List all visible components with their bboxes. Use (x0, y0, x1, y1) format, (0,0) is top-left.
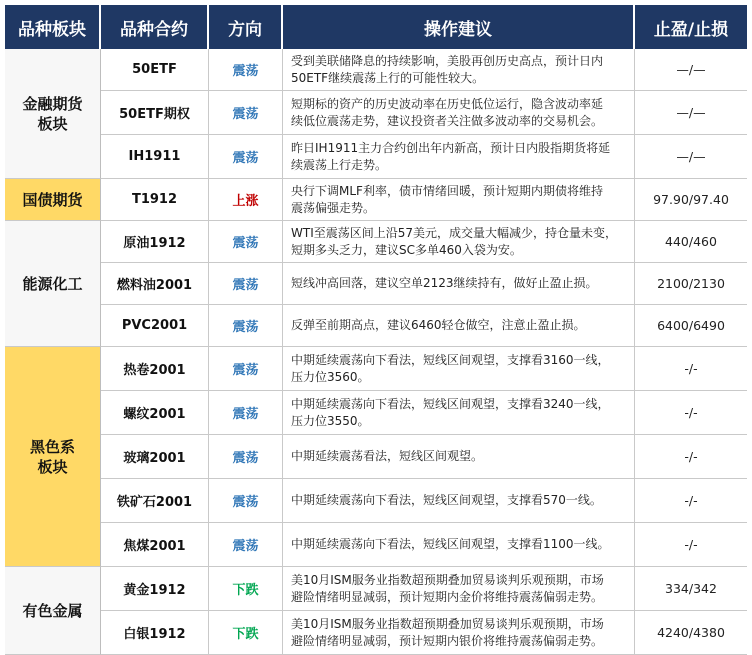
advice-line: 压力位3560。 (291, 369, 370, 384)
advice-cell (283, 391, 635, 435)
stop-cell: -/- (635, 523, 747, 567)
contract-cell: T1912 (101, 179, 209, 221)
direction-cell: 震荡 (209, 523, 283, 567)
advice-line: 50ETF继续震荡上行的可能性较大。 (291, 70, 485, 85)
advice-cell (283, 435, 635, 479)
category-label (22, 601, 82, 621)
direction-cell: 震荡 (209, 221, 283, 263)
advice-cell (283, 221, 635, 263)
category-label (30, 437, 75, 477)
advice-cell (283, 347, 635, 391)
advice-text (291, 572, 604, 606)
category-label (22, 274, 82, 294)
stop-cell: -/- (635, 347, 747, 391)
section-category (5, 221, 101, 347)
contract-cell: PVC2001 (101, 305, 209, 347)
category-label (22, 94, 82, 134)
advice-text (291, 225, 617, 259)
section-category (5, 347, 101, 567)
stop-cell: 97.90/97.40 (635, 179, 747, 221)
advice-line: 压力位3550。 (291, 413, 370, 428)
category-label (22, 190, 82, 210)
advice-cell (283, 179, 635, 221)
direction-cell: 震荡 (209, 305, 283, 347)
advice-cell (283, 567, 635, 611)
category-line: 有色金属 (22, 601, 83, 620)
direction-cell: 震荡 (209, 135, 283, 179)
contract-cell: 燃料油2001 (101, 263, 209, 305)
advice-line: 中期延续震荡向下看法，短线区间观望，支撑看1100一线。 (291, 537, 610, 551)
advice-text (291, 140, 610, 174)
direction-cell: 震荡 (209, 435, 283, 479)
stop-cell: —/— (635, 91, 747, 135)
header-contract: 品种合约 (101, 5, 209, 49)
advice-line: 美10月ISM服务业指数超预期叠加贸易谈判乐观预期，市场 (291, 572, 604, 587)
category-line: 国债期货 (22, 190, 83, 209)
advice-cell (283, 523, 635, 567)
contract-cell: 玻璃2001 (101, 435, 209, 479)
contract-cell: 螺纹2001 (101, 391, 209, 435)
direction-cell: 震荡 (209, 479, 283, 523)
advice-line: 短线冲高回落，建议空单2123继续持有，做好止盈止损。 (291, 276, 598, 290)
advice-line: 反弹至前期高点，建议6460轻仓做空，注意止盈止损。 (291, 318, 586, 332)
advice-line: 震荡偏强走势。 (291, 200, 376, 215)
advice-text (291, 53, 603, 87)
contract-cell: 黄金1912 (101, 567, 209, 611)
stop-cell: -/- (635, 435, 747, 479)
advice-cell (283, 479, 635, 523)
contract-cell: 热卷2001 (101, 347, 209, 391)
section-category (5, 49, 101, 179)
contract-cell: 原油1912 (101, 221, 209, 263)
advice-text (291, 536, 610, 553)
advice-line: 短期标的资产的历史波动率在历史低位运行，隐含波动率延 (291, 96, 604, 111)
advice-line: 昨日IH1911主力合约创出年内新高，预计日内股指期货将延 (291, 140, 611, 155)
stop-cell: 440/460 (635, 221, 747, 263)
advice-cell (283, 91, 635, 135)
stop-cell: -/- (635, 479, 747, 523)
section-category (5, 179, 101, 221)
category-line: 板块 (37, 114, 68, 133)
stop-cell: -/- (635, 391, 747, 435)
direction-cell: 震荡 (209, 263, 283, 305)
advice-line: 避险情绪明显减弱，预计短期内金价将维持震荡偏弱走势。 (291, 589, 604, 604)
contract-cell: IH1911 (101, 135, 209, 179)
contract-cell: 焦煤2001 (101, 523, 209, 567)
advice-line: 受到美联储降息的持续影响，美股再创历史高点，预计日内 (291, 53, 604, 68)
advice-cell (283, 49, 635, 91)
advice-text (291, 317, 586, 334)
header-category: 品种板块 (5, 5, 101, 49)
direction-cell: 下跌 (209, 567, 283, 611)
advice-text (291, 275, 598, 292)
advice-line: 避险情绪明显减弱，预计短期内银价将维持震荡偏弱走势。 (291, 633, 604, 648)
advice-line: 中期延续震荡向下看法，短线区间观望，支撑看3240一线， (291, 396, 610, 411)
advice-line: WTI至震荡区间上沿57美元，成交量大幅减少，持仓量未变， (291, 225, 618, 240)
category-line: 能源化工 (22, 274, 83, 293)
stop-cell: 6400/6490 (635, 305, 747, 347)
advice-text (291, 183, 603, 217)
header-stop: 止盈/止损 (635, 5, 747, 49)
advice-text (291, 492, 602, 509)
advice-line: 央行下调MLF利率，债市情绪回暖，预计短期内期债将维持 (291, 183, 603, 198)
contract-cell: 白银1912 (101, 611, 209, 655)
header-direction: 方向 (209, 5, 283, 49)
advice-cell (283, 611, 635, 655)
stop-cell: 334/342 (635, 567, 747, 611)
direction-cell: 震荡 (209, 347, 283, 391)
advice-line: 续低位震荡走势，建议投资者关注做多波动率的交易机会。 (291, 113, 604, 128)
advice-text (291, 396, 610, 430)
advice-text (291, 352, 610, 386)
advice-line: 续震荡上行走势。 (291, 157, 388, 172)
category-line: 黑色系 (29, 437, 75, 456)
advice-text (291, 96, 603, 130)
advice-cell (283, 263, 635, 305)
contract-cell: 50ETF期权 (101, 91, 209, 135)
section-category (5, 567, 101, 655)
stop-cell: —/— (635, 135, 747, 179)
advice-cell (283, 305, 635, 347)
stop-cell: 2100/2130 (635, 263, 747, 305)
category-line: 金融期货 (22, 94, 83, 113)
advice-line: 美10月ISM服务业指数超预期叠加贸易谈判乐观预期，市场 (291, 616, 604, 631)
stop-cell: 4240/4380 (635, 611, 747, 655)
direction-cell: 震荡 (209, 91, 283, 135)
advice-line: 中期延续震荡看法，短线区间观望。 (291, 449, 484, 463)
stop-cell: —/— (635, 49, 747, 91)
advice-line: 短期多头乏力，建议SC多单460入袋为安。 (291, 242, 522, 257)
category-line: 板块 (37, 457, 68, 476)
advice-line: 中期延续震荡向下看法，短线区间观望，支撑看3160一线， (291, 352, 610, 367)
advice-text (291, 616, 604, 650)
contract-cell: 铁矿石2001 (101, 479, 209, 523)
header-advice: 操作建议 (283, 5, 635, 49)
direction-cell: 震荡 (209, 391, 283, 435)
direction-cell: 震荡 (209, 49, 283, 91)
direction-cell: 下跌 (209, 611, 283, 655)
advice-text (291, 448, 483, 465)
advice-cell (283, 135, 635, 179)
direction-cell: 上涨 (209, 179, 283, 221)
advice-line: 中期延续震荡向下看法，短线区间观望，支撑看570一线。 (291, 493, 602, 507)
contract-cell: 50ETF (101, 49, 209, 91)
